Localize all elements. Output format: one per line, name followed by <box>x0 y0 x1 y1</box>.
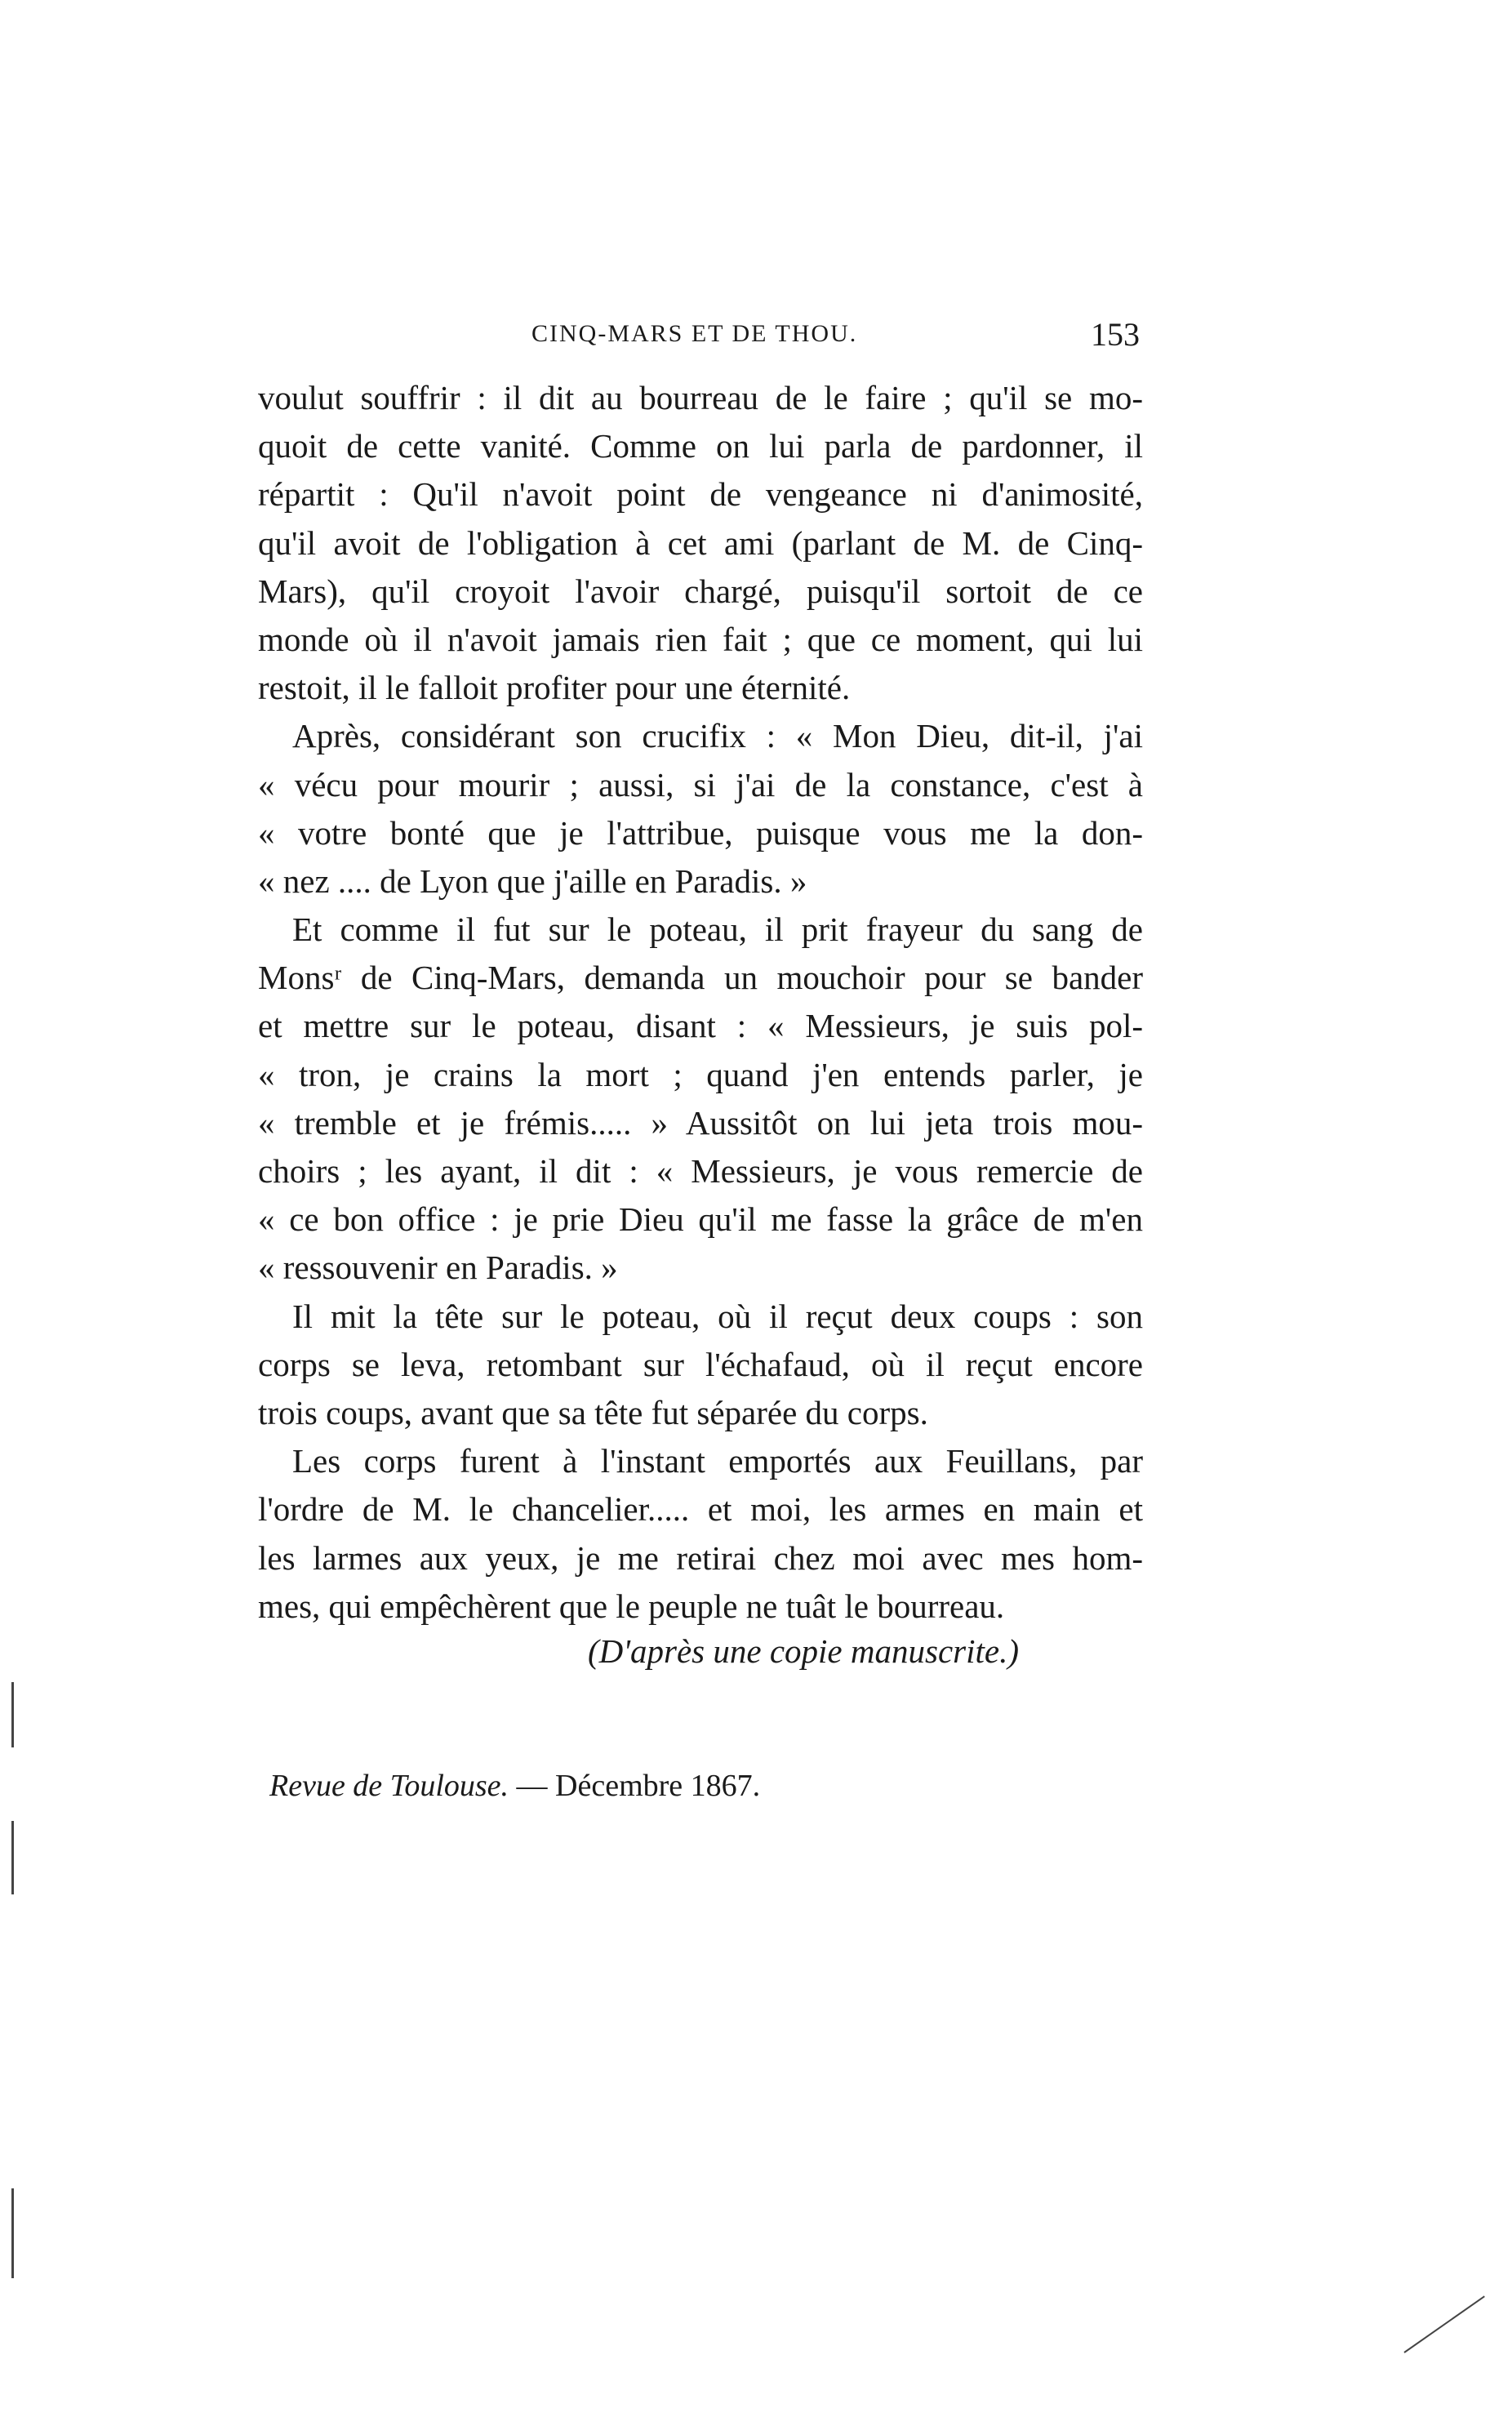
source-attribution: (D'après une copie manuscrite.) <box>588 1632 1019 1670</box>
page-number: 153 <box>1091 316 1140 353</box>
text-line: Il mit la tête sur le poteau, où il reçut deux coups : son <box>292 1297 1143 1335</box>
publication-source <box>269 1768 760 1804</box>
text-line: l'ordre de M. le chancelier..... et moi, les armes en main et <box>258 1490 1143 1529</box>
text-line: quoit de cette vanité. Comme on lui parla de pardonner, il <box>258 427 1143 465</box>
text-line: « ce bon office : je prie Dieu qu'il me fasse la grâce de m'en <box>258 1200 1143 1239</box>
margin-mark <box>11 1821 14 1894</box>
text-line: monde où il n'avoit jamais rien fait ; que ce moment, qui lui <box>258 620 1143 658</box>
text-line: mes, qui empêchèrent que le peuple ne tuât le bourreau. <box>258 1587 1005 1625</box>
text-line: « nez .... de Lyon que j'aille en Paradis. » <box>258 861 807 900</box>
margin-mark <box>11 1682 14 1747</box>
text-line: restoit, il le falloit profiter pour une éternité. <box>258 669 851 707</box>
text-line: qu'il avoit de l'obligation à cet ami (parlant de M. de Cinq- <box>258 523 1143 562</box>
running-title: CINQ-MARS ET DE THOU. <box>531 320 858 347</box>
text-line: trois coups, avant que sa tête fut séparée du corps. <box>258 1393 928 1431</box>
margin-mark <box>11 2188 14 2278</box>
margin-mark <box>1403 2295 1484 2353</box>
text-line: corps se leva, retombant sur l'échafaud, où il reçut encore <box>258 1345 1143 1383</box>
text-line: les larmes aux yeux, je me retirai chez moi avec mes hom- <box>258 1538 1143 1577</box>
text-line: « votre bonté que je l'attribue, puisque vous me la don- <box>258 813 1143 852</box>
text-line: et mettre sur le poteau, disant : « Messieurs, je suis pol- <box>258 1007 1143 1045</box>
text-line: Les corps furent à l'instant emportés aux Feuillans, par <box>292 1442 1143 1480</box>
text-line: Mars), qu'il croyoit l'avoir chargé, puisqu'il sortoit de ce <box>258 572 1143 610</box>
journal-name: Revue de Toulouse. <box>269 1769 509 1803</box>
text-line: « tron, je crains la mort ; quand j'en entends parler, je <box>258 1055 1143 1093</box>
text-line: Et comme il fut sur le poteau, il prit frayeur du sang de <box>292 910 1143 949</box>
text-line: « ressouvenir en Paradis. » <box>258 1249 618 1287</box>
body-text <box>258 374 1143 1631</box>
running-head <box>258 316 1140 361</box>
text-line: Monsʳ de Cinq-Mars, demanda un mouchoir pour se bander <box>258 959 1143 997</box>
publication-date: — Décembre 1867. <box>509 1769 761 1803</box>
text-line: voulut souffrir : il dit au bourreau de le faire ; qu'il se mo- <box>258 379 1143 416</box>
text-line: choirs ; les ayant, il dit : « Messieurs, je vous remercie de <box>258 1152 1143 1190</box>
text-line: « vécu pour mourir ; aussi, si j'ai de la constance, c'est à <box>258 765 1143 803</box>
text-line: répartit : Qu'il n'avoit point de vengeance ni d'animosité, <box>258 475 1143 514</box>
text-line: « tremble et je frémis..... » Aussitôt on lui jeta trois mou- <box>258 1103 1143 1142</box>
text-line: Après, considérant son crucifix : « Mon Dieu, dit-il, j'ai <box>292 717 1143 755</box>
